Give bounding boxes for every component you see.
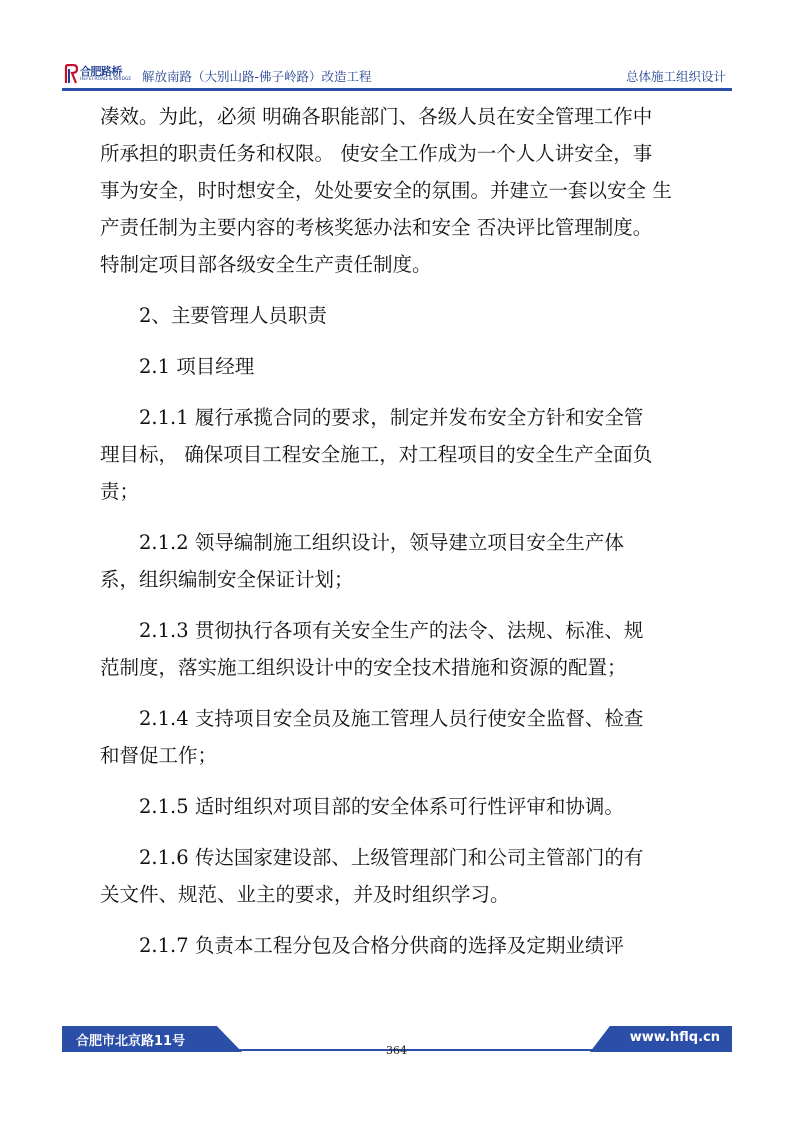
text-line: 关文件、规范、业主的要求，并及时组织学习。: [100, 883, 510, 906]
body-text: [100, 98, 720, 964]
text-line: 责；: [100, 480, 140, 503]
company-logo: [64, 62, 132, 86]
clause-2-1-2: 2.1.2 领导编制施工组织设计，领导建立项目安全生产体: [139, 531, 624, 554]
footer-address: 合肥市北京路11号: [76, 1034, 186, 1049]
logo-mark-icon: [64, 64, 78, 84]
text-line: 系，组织编制安全保证计划；: [100, 568, 354, 591]
clause-2-1-3: 2.1.3 贯彻执行各项有关安全生产的法令、法规、标准、规: [139, 619, 644, 642]
text-line: 凑效。为此，必须 明确各职能部门、各级人员在安全管理工作中: [100, 105, 653, 128]
text-line: 所承担的职责任务和权限。 使安全工作成为一个人人讲安全，事: [100, 142, 653, 165]
logo-text-cn: 合肥路桥: [80, 65, 122, 78]
clause-2-1-4: 2.1.4 支持项目安全员及施工管理人员行使安全监督、检查: [139, 707, 644, 730]
text-line: 和督促工作；: [100, 744, 218, 767]
text-line: 事为安全，时时想安全，处处要安全的氛围。并建立一套以安全 生: [100, 179, 672, 202]
text-line: 理目标， 确保项目工程安全施工，对工程项目的安全生产全面负: [100, 443, 653, 466]
text-line: 产责任制为主要内容的考核奖惩办法和安全 否决评比管理制度。: [100, 216, 653, 239]
header-divider: [62, 88, 732, 91]
footer-url: www.hflq.cn: [629, 1030, 720, 1045]
subsection-heading: 2.1 项目经理: [139, 355, 255, 378]
logo-text-en: HEFEI ROAD & BRIDGE: [80, 77, 132, 82]
page-number: 364: [386, 1044, 407, 1057]
text-line: 范制度，落实施工组织设计中的安全技术措施和资源的配置；: [100, 656, 627, 679]
text-line: 特制定项目部各级安全生产责任制度。: [100, 253, 432, 276]
page-header: [62, 58, 732, 92]
project-title: 解放南路（大别山路-佛子岭路）改造工程: [142, 69, 372, 84]
section-heading: 2、主要管理人员职责: [139, 304, 327, 327]
document-title: 总体施工组织设计: [625, 69, 726, 84]
clause-2-1-5: 2.1.5 适时组织对项目部的安全体系可行性评审和协调。: [139, 795, 624, 818]
clause-2-1-6: 2.1.6 传达国家建设部、上级管理部门和公司主管部门的有: [139, 846, 644, 869]
clause-2-1-7: 2.1.7 负责本工程分包及合格分供商的选择及定期业绩评: [139, 934, 624, 957]
clause-2-1-1: 2.1.1 履行承揽合同的要求，制定并发布安全方针和安全管: [139, 406, 644, 429]
